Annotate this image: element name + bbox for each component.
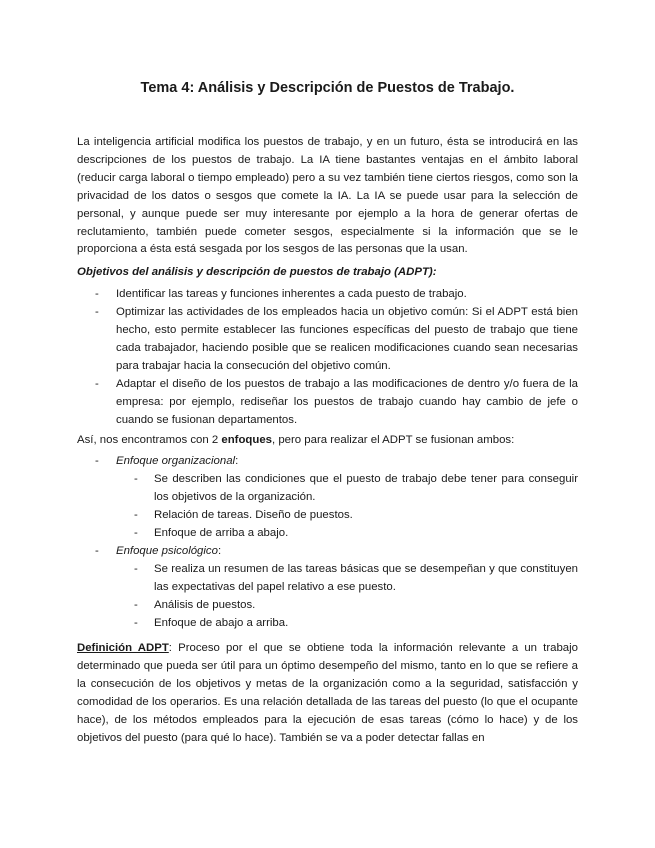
list-item: - Relación de tareas. Diseño de puestos. (116, 507, 578, 525)
definition-text: : Proceso por el que se obtiene toda la información relevante a un trabajo determinado que pueda ser útil para un óptimo desempeño del mismo, tanto en lo que se refiere a la consecución de los objetivos y metas de la organización como a la seguridad, satisfacción y comodidad de los operarios. Es una relación detallada de las tareas del puesto (lo que el ocupante hace), de los métodos empleados para la ejecución de esas tareas (cómo lo hace) y de los objetivos del puesto (para qué lo hace). También se va a poder detectar fallas en (77, 642, 578, 744)
objectives-list (77, 286, 578, 429)
document-body (77, 134, 578, 748)
approach-organizational: - Enfoque organizacional: - Se describen las condiciones que el puesto de trabajo debe tener para conseguir los objetivos de la organización. - Relación de tareas. Diseño de puestos. - Enfoque de arriba a abajo. (77, 453, 578, 543)
approaches-intro: Así, nos encontramos con 2 enfoques, pero para realizar el ADPT se fusionan ambos: (77, 433, 515, 446)
approach-items (116, 561, 578, 633)
list-item: - Se describen las condiciones que el puesto de trabajo debe tener para conseguir los objetivos de la organización. (116, 471, 578, 507)
approach-items (116, 471, 578, 543)
definition-paragraph (77, 640, 578, 747)
intro-paragraph: La inteligencia artificial modifica los puestos de trabajo, y en un futuro, ésta se introducirá en las descripciones de los puestos de trabajo. La IA tiene bastantes ventajas en el ámbito laboral (reducir carga laboral o tiempo empleado) pero a su vez también tiene ciertos riesgos, como son la privacidad de los datos o sesgos que comete la IA. La IA se puede usar para la selección de personal, y aunque puede ser muy interesante por ejemplo a la hora de generar ofertas de reclutamiento, también puede cometer sesgos, especialmente si la información que se le proporciona a ésta está sesgada por los sesgos de las personas que la usan. (77, 136, 578, 256)
approach-name: Enfoque psicológico (116, 544, 218, 557)
list-item: - Enfoque de arriba a abajo. (116, 525, 578, 543)
page-title: Tema 4: Análisis y Descripción de Puestos de Trabajo. (140, 80, 515, 96)
approach-name: Enfoque organizacional (116, 455, 236, 468)
list-item: - Adaptar el diseño de los puestos de trabajo a las modificaciones de dentro y/o fuera de la empresa: por ejemplo, rediseñar los puestos de trabajo cuando hay cambio de jefe o cuando se fusionan departamentos. (77, 376, 578, 430)
list-item: - Se realiza un resumen de las tareas básicas que se desempeñan y que constituyen las expectativas del papel relativo a ese puesto. (116, 561, 578, 597)
list-item: - Enfoque de abajo a arriba. (116, 615, 578, 633)
objectives-heading: Objetivos del análisis y descripción de puestos de trabajo (ADPT): (77, 266, 437, 279)
definition-label: Definición ADPT (77, 642, 169, 655)
list-item: - Identificar las tareas y funciones inherentes a cada puesto de trabajo. (77, 286, 578, 304)
list-item: - Optimizar las actividades de los empleados hacia un objetivo común: Si el ADPT está bien hecho, esto permite establecer las funciones específicas del puesto de trabajo que tiene cada trabajador, haciendo posible que se realicen modificaciones cuando sean necesarias para trabajar hacia la consecución del objetivo común. (77, 304, 578, 376)
approaches-list (77, 453, 578, 632)
approach-psychological: - Enfoque psicológico: - Se realiza un resumen de las tareas básicas que se desempeñan y que constituyen las expectativas del papel relativo a ese puesto. - Análisis de puestos. - Enfoque de abajo a arriba. (77, 543, 578, 633)
list-item: - Análisis de puestos. (116, 597, 578, 615)
